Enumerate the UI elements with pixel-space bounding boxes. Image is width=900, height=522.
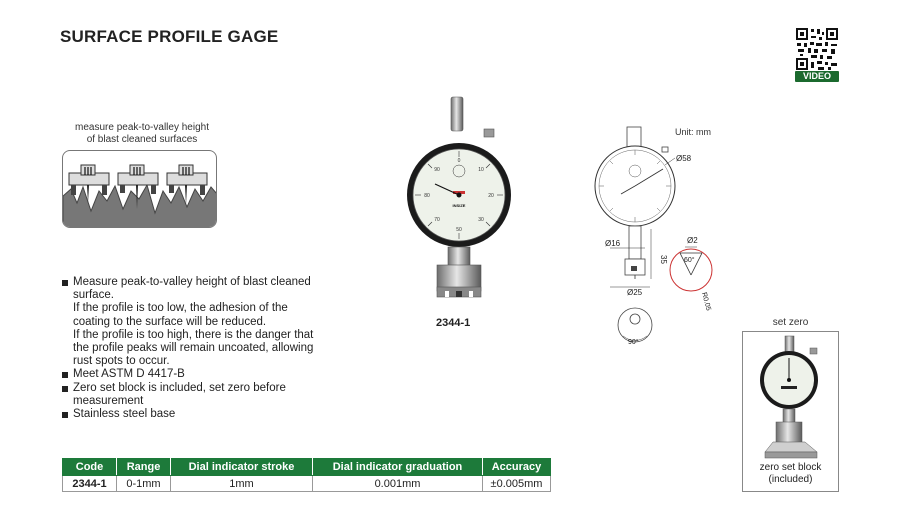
set-zero-panel — [742, 331, 839, 492]
set-zero-note-line2: (included) — [768, 474, 813, 485]
dim-base-angle: 90° — [628, 339, 639, 346]
col-header-range: Range — [117, 459, 171, 476]
dim-tip-angle: 60° — [684, 257, 695, 264]
feature-text-3: If the profile is too high, there is the danger that the profile peaks will remain uncoated, allowing rust spots to occur. — [73, 328, 314, 368]
technical-drawing — [585, 125, 735, 350]
table-header-row — [63, 459, 551, 476]
spec-table — [62, 458, 551, 492]
unit-label: Unit: mm — [675, 127, 711, 137]
surface-profile-gage-image — [405, 95, 520, 305]
cell-accuracy: ±0.005mm — [483, 476, 551, 492]
svg-text:90: 90 — [434, 167, 440, 173]
blast-caption-line1: measure peak-to-valley height — [75, 122, 209, 133]
table-row — [63, 476, 551, 492]
dim-tip-dia: Ø2 — [687, 236, 698, 245]
svg-text:20: 20 — [488, 193, 494, 199]
cell-graduation: 0.001mm — [313, 476, 483, 492]
cell-stroke: 1mm — [171, 476, 313, 492]
cell-range: 0-1mm — [117, 476, 171, 492]
model-label: 2344-1 — [436, 317, 471, 329]
set-zero-caption: set zero — [772, 317, 809, 328]
svg-text:50: 50 — [456, 227, 462, 233]
dim-stem-dia: Ø16 — [605, 239, 621, 248]
set-zero-note-line1: zero set block — [759, 462, 822, 473]
brand-text: INSIZE — [452, 203, 466, 208]
qr-code-icon[interactable] — [795, 27, 839, 71]
video-label[interactable]: VIDEO — [795, 71, 839, 82]
col-header-graduation: Dial indicator graduation — [313, 459, 483, 476]
feature-item: Meet ASTM D 4417-B — [62, 368, 322, 381]
feature-list — [62, 276, 322, 421]
blast-caption — [62, 122, 222, 146]
col-header-accuracy: Accuracy — [483, 459, 551, 476]
blast-surface-illustration — [63, 151, 217, 228]
feature-item — [62, 276, 322, 368]
feature-text-1: Measure peak-to-valley height of blast cleaned surface. — [73, 276, 311, 302]
svg-text:0: 0 — [457, 158, 461, 164]
svg-text:30: 30 — [478, 217, 484, 223]
svg-text:80: 80 — [424, 193, 430, 199]
blast-caption-line2: of blast cleaned surfaces — [86, 134, 198, 145]
dim-height: 35 — [659, 255, 668, 264]
svg-text:10: 10 — [478, 167, 484, 173]
cell-code: 2344-1 — [63, 476, 117, 492]
set-zero-note — [743, 462, 838, 486]
col-header-code: Code — [63, 459, 117, 476]
feature-text-2: If the profile is too low, the adhesion of the coating to the surface will be reduced. — [73, 302, 288, 328]
page-title: SURFACE PROFILE GAGE — [60, 27, 279, 46]
svg-text:70: 70 — [434, 217, 440, 223]
set-zero-image — [743, 332, 838, 462]
feature-item: Zero set block is included, set zero before measurement — [62, 382, 322, 408]
col-header-stroke: Dial indicator stroke — [171, 459, 313, 476]
dim-dial-dia: Ø58 — [676, 154, 692, 163]
dim-tip-radius: R0.05 — [700, 291, 712, 312]
blast-illustration — [62, 150, 217, 228]
feature-item: Stainless steel base — [62, 408, 322, 421]
dim-base-dia: Ø25 — [627, 288, 643, 297]
